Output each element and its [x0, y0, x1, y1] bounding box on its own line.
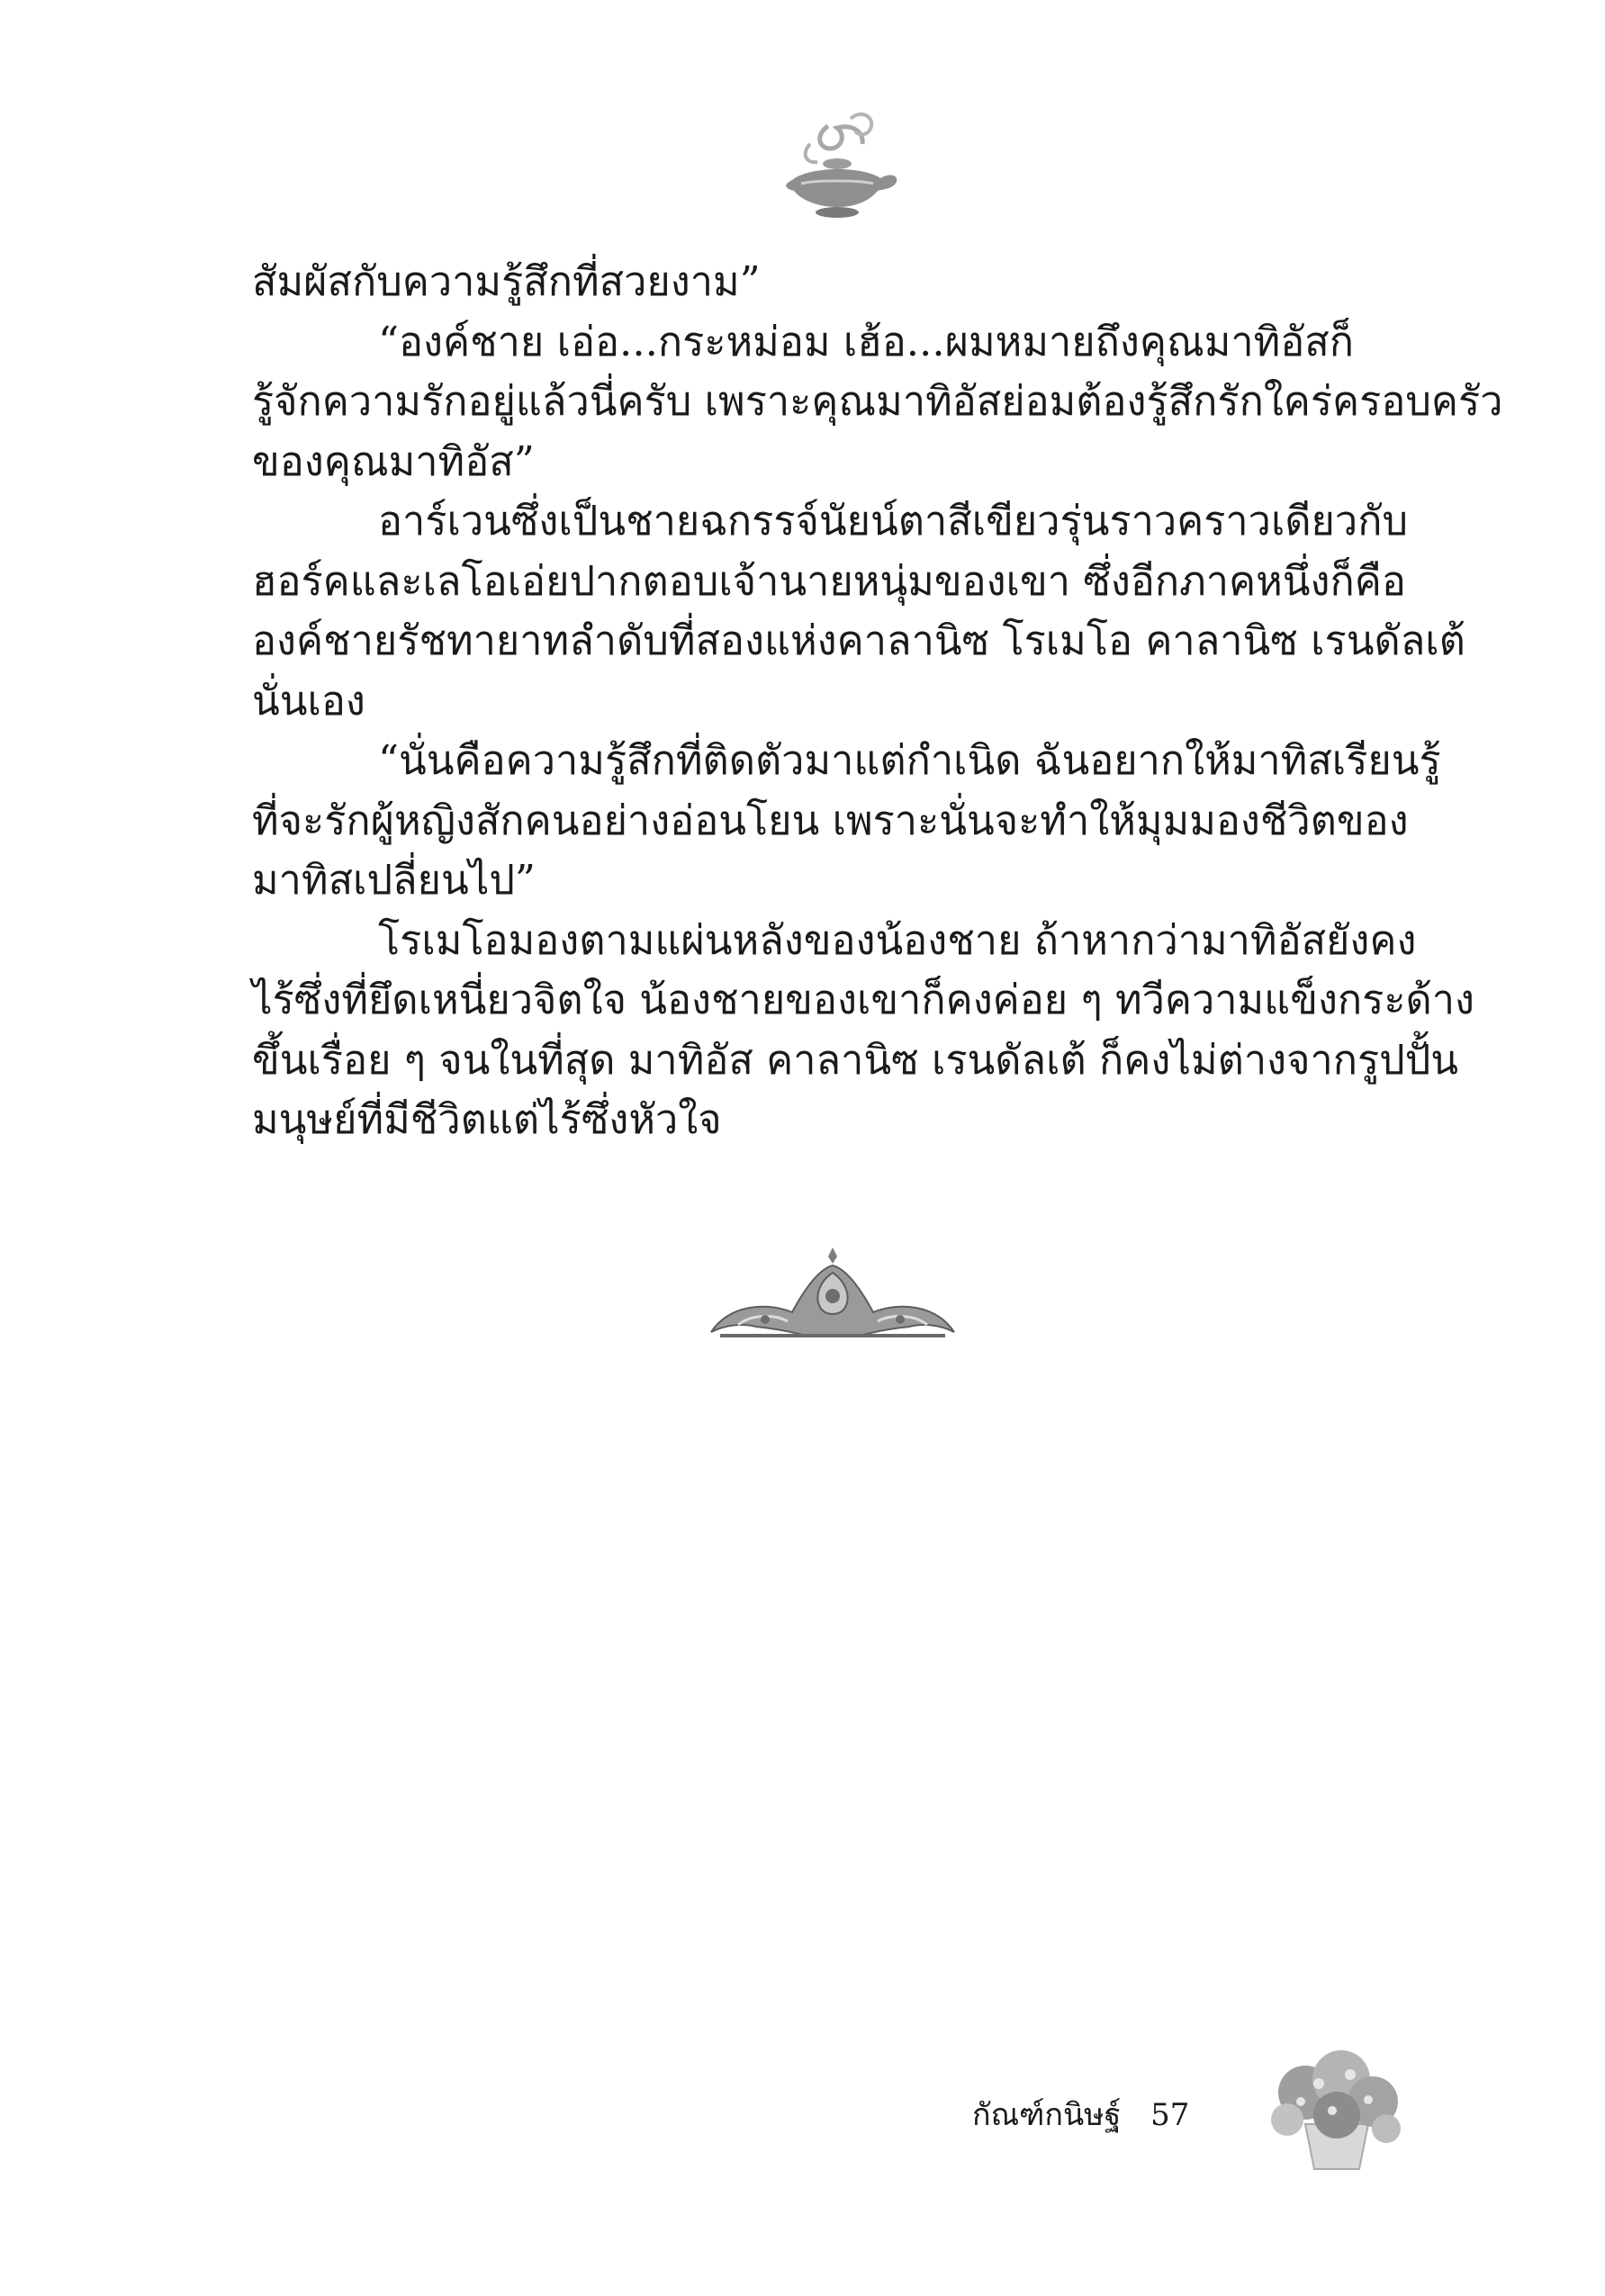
text-line: ที่จะรักผู้หญิงสักคนอย่างอ่อนโยน เพราะนั่นจะทำให้มุมมองชีวิตของ	[252, 796, 1409, 844]
text-line: “องค์ชาย เอ่อ...กระหม่อม เฮ้อ...ผมหมายถึงคุณมาทิอัสก็	[378, 317, 1355, 365]
text-line: มนุษย์ที่มีชีวิตแต่ไร้ซึ่งหัวใจ	[252, 1095, 722, 1143]
text-line: ขึ้นเรื่อย ๆ จนในที่สุด มาทิอัส คาลานิซ เรนดัลเต้ ก็คงไม่ต่างจากรูปปั้น	[252, 1035, 1459, 1084]
text-line: “นั่นคือความรู้สึกที่ติดตัวมาแต่กำเนิด ฉันอยากให้มาทิสเรียนรู้	[378, 736, 1441, 784]
page-number: 57	[1150, 2097, 1190, 2133]
text-line: รู้จักความรักอยู่แล้วนี่ครับ เพราะคุณมาทิอัสย่อมต้องรู้สึกรักใคร่ครอบครัว	[252, 377, 1503, 425]
text-line: ของคุณมาทิอัส”	[252, 437, 535, 485]
body-text	[252, 252, 1503, 1150]
page-footer	[972, 2090, 1189, 2138]
hydrangea-icon	[1251, 2039, 1409, 2174]
text-line: ฮอร์คและเลโอเอ่ยปากตอบเจ้านายหนุ่มของเขา ซึ่งอีกภาคหนึ่งก็คือ	[252, 556, 1406, 605]
magic-lamp-icon	[774, 108, 900, 225]
tiara-icon	[702, 1242, 963, 1350]
text-line: สัมผัสกับความรู้สึกที่สวยงาม”	[252, 257, 761, 305]
text-line: นั่นเอง	[252, 676, 365, 725]
text-line: ไร้ซึ่งที่ยึดเหนี่ยวจิตใจ น้องชายของเขาก็คงค่อย ๆ ทวีความแข็งกระด้าง	[252, 976, 1474, 1023]
text-line: โรเมโอมองตามแผ่นหลังของน้องชาย ถ้าหากว่ามาทิอัสยังคง	[378, 915, 1417, 964]
text-line: องค์ชายรัชทายาทลำดับที่สองแห่งคาลานิซ โรเมโอ คาลานิซ เรนดัลเต้	[252, 617, 1465, 664]
text-line: มาทิสเปลี่ยนไป”	[252, 856, 536, 904]
text-line: อาร์เวนซึ่งเป็นชายฉกรรจ์นัยน์ตาสีเขียวรุ่นราวคราวเดียวกับ	[378, 497, 1409, 545]
author-name: กัณฑ์กนิษฐ์	[972, 2097, 1122, 2133]
